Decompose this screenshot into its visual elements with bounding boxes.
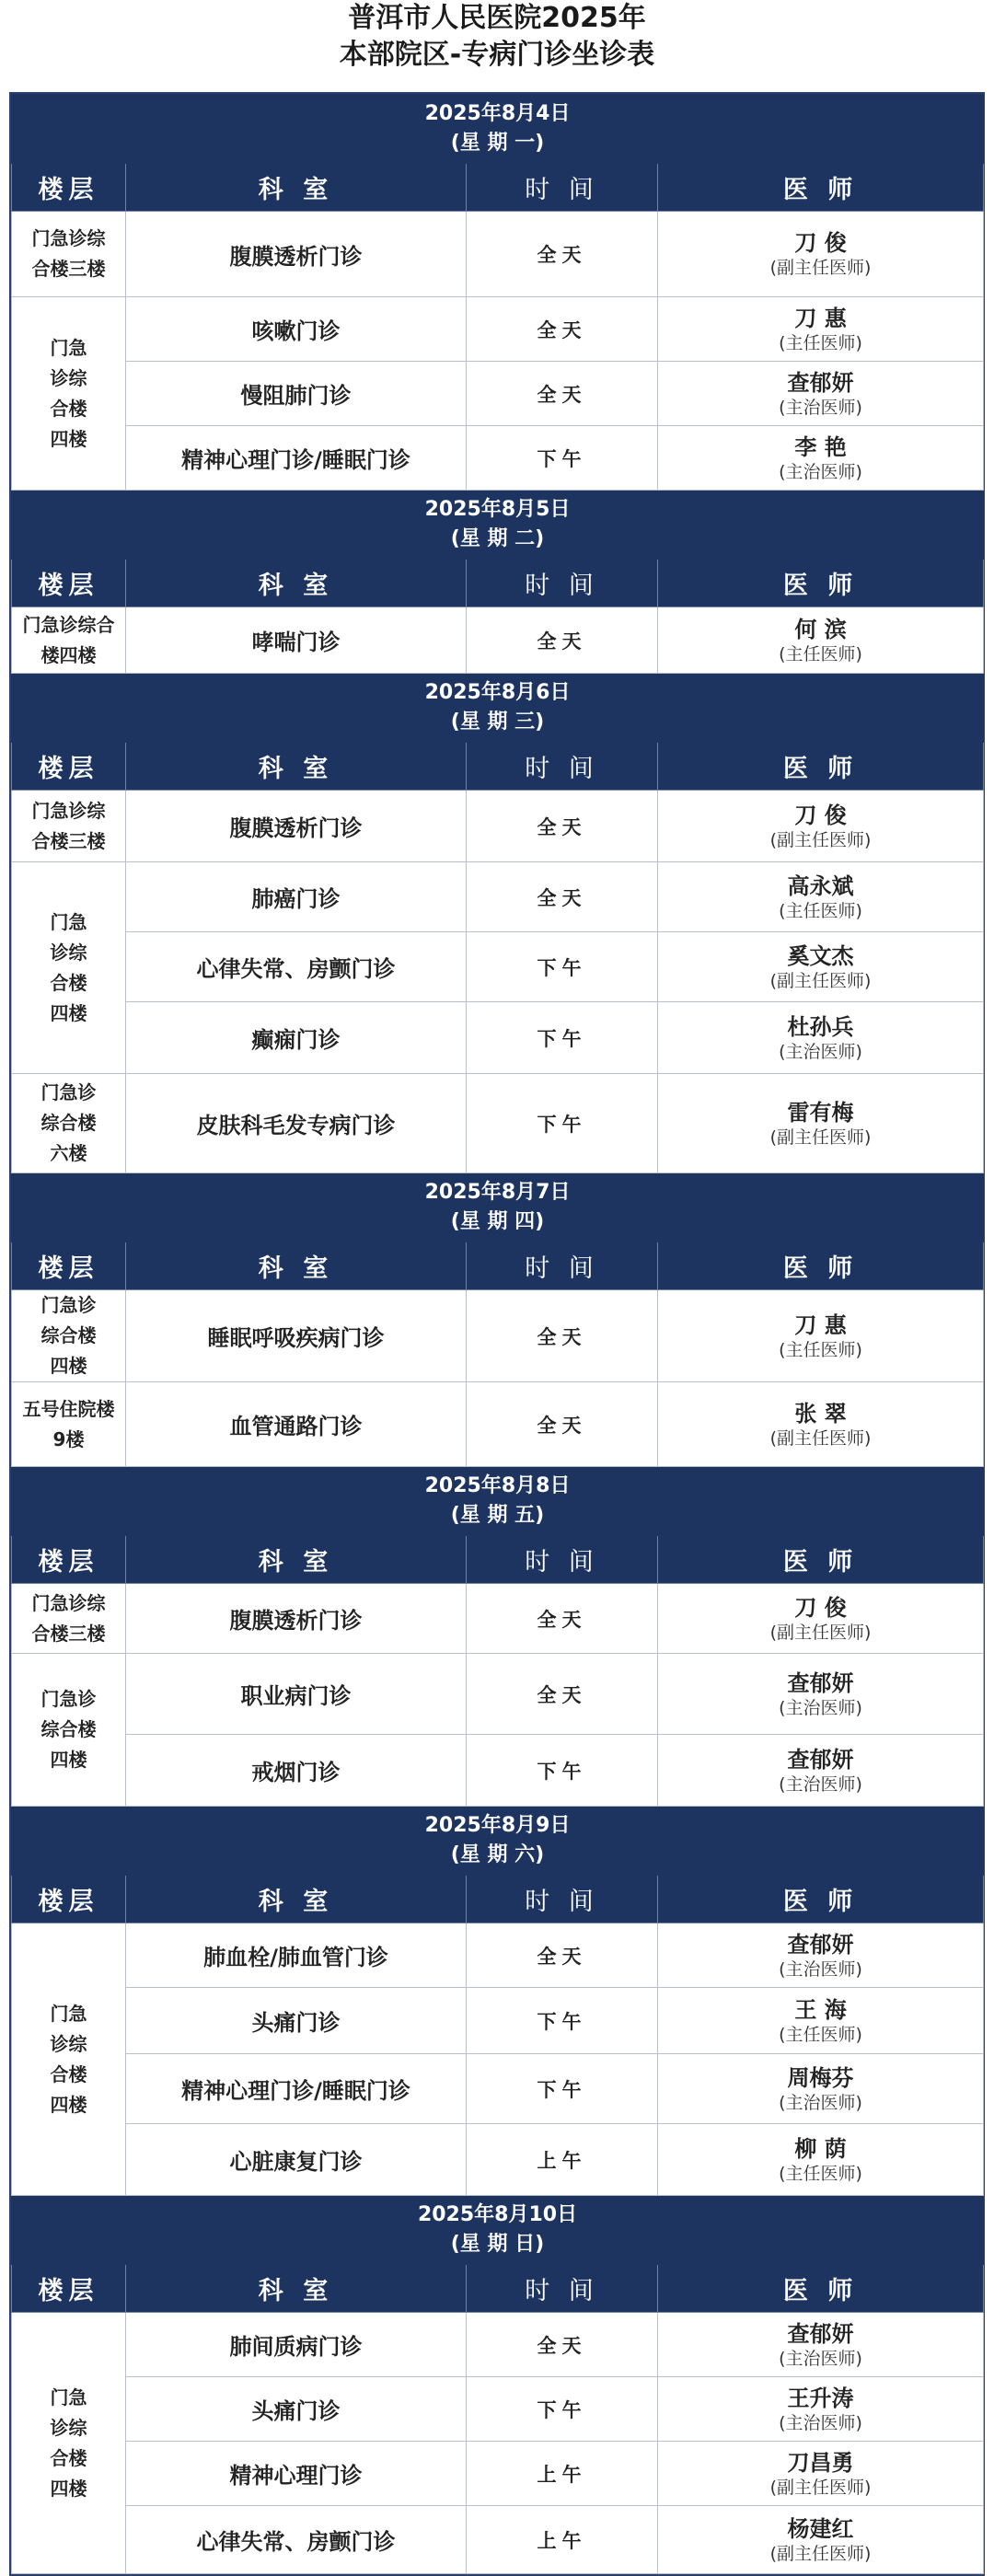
day-date-cell (12, 95, 984, 164)
floor-label: 门急诊综合楼四楼 (40, 1294, 97, 1377)
doctor-name: 刀昌勇 (787, 2449, 854, 2476)
doctor-title: (副主任医师) (769, 1427, 872, 1449)
floor-column-header: 楼层 (12, 560, 126, 607)
time-column-header: 时 间 (467, 1536, 658, 1584)
time-column-header: 时 间 (467, 164, 658, 212)
doctor-title: (主治医师) (779, 2412, 862, 2433)
doctor-title: (副主任医师) (769, 829, 872, 850)
doctor-name: 高永斌 (787, 872, 854, 899)
time-cell: 上午 (467, 2442, 658, 2506)
doctor-cell (658, 1923, 984, 1988)
dept-cell: 肺癌门诊 (126, 862, 467, 932)
floor-column-header: 楼层 (12, 1536, 126, 1584)
doctor-cell (658, 932, 984, 1002)
day-date: 2025年8月4日 (424, 102, 571, 125)
doctor-cell (658, 1290, 984, 1382)
doctor-title: (副主任医师) (769, 1126, 872, 1148)
hospital-title: 普洱市人民医院2025年 (348, 2, 646, 34)
doctor-column-header: 医 师 (658, 1242, 984, 1290)
doctor-cell (658, 297, 984, 362)
floor-cell (12, 1923, 126, 2196)
dept-column-header: 科 室 (126, 1536, 467, 1584)
doctor-name: 刀 惠 (794, 1311, 847, 1338)
time-cell: 下午 (467, 2054, 658, 2124)
table-row (12, 1735, 984, 1807)
doctor-name: 李 艳 (794, 433, 847, 460)
table-row (12, 932, 984, 1002)
table-row (12, 1002, 984, 1074)
doctor-cell (658, 362, 984, 426)
floor-label: 门急诊综合楼四楼 (50, 910, 87, 1024)
floor-column-header: 楼层 (12, 1876, 126, 1923)
schedule-title: 本部院区-专病门诊坐诊表 (339, 39, 655, 71)
day-header (12, 2196, 984, 2265)
doctor-name: 奚文杰 (787, 942, 854, 969)
day-weekday: (星 期 六) (450, 1843, 545, 1866)
table-row (12, 1923, 984, 1988)
table-row (12, 1382, 984, 1467)
doctor-cell (658, 1382, 984, 1467)
time-cell: 全天 (467, 297, 658, 362)
day-header (12, 95, 984, 164)
dept-cell: 心脏康复门诊 (126, 2124, 467, 2196)
time-cell: 全天 (467, 362, 658, 426)
floor-label: 五号住院楼9楼 (22, 1397, 115, 1450)
table-row (12, 362, 984, 426)
day-weekday: (星 期 一) (450, 132, 545, 155)
floor-label: 门急诊综合楼三楼 (31, 227, 106, 280)
column-header-row (12, 1536, 984, 1584)
dept-cell: 心律失常、房颤门诊 (126, 932, 467, 1002)
time-column-header: 时 间 (467, 560, 658, 607)
dept-column-header: 科 室 (126, 560, 467, 607)
doctor-cell (658, 2506, 984, 2574)
day-weekday: (星 期 二) (450, 527, 545, 550)
doctor-title: (主治医师) (779, 2348, 862, 2369)
dept-cell: 肺间质病门诊 (126, 2313, 467, 2377)
doctor-cell (658, 1584, 984, 1654)
floor-column-header: 楼层 (12, 743, 126, 791)
doctor-title: (副主任医师) (769, 1622, 872, 1643)
table-row (12, 1654, 984, 1735)
time-cell: 上午 (467, 2124, 658, 2196)
doctor-name: 刀 俊 (794, 1594, 847, 1621)
doctor-title: (主任医师) (779, 900, 862, 921)
time-cell: 全天 (467, 607, 658, 674)
day-header (12, 1467, 984, 1536)
doctor-name: 查郁妍 (787, 1746, 854, 1773)
doctor-title: (主治医师) (779, 2092, 862, 2113)
dept-cell: 腹膜透析门诊 (126, 1584, 467, 1654)
table-row (12, 791, 984, 862)
table-row (12, 212, 984, 297)
doctor-title: (主任医师) (779, 2024, 862, 2045)
dept-cell: 慢阻肺门诊 (126, 362, 467, 426)
day-date-cell (12, 491, 984, 560)
day-date: 2025年8月9日 (424, 1814, 571, 1837)
floor-label: 门急诊综合楼四楼 (22, 613, 115, 666)
dept-cell: 癫痫门诊 (126, 1002, 467, 1074)
doctor-name: 刀 俊 (794, 802, 847, 828)
column-header-row (12, 2265, 984, 2313)
doctor-column-header: 医 师 (658, 1536, 984, 1584)
dept-cell: 精神心理门诊 (126, 2442, 467, 2506)
time-cell: 全天 (467, 1654, 658, 1735)
floor-cell (12, 1382, 126, 1467)
day-weekday: (星 期 四) (450, 1210, 545, 1233)
day-header (12, 1173, 984, 1242)
doctor-column-header: 医 师 (658, 2265, 984, 2313)
doctor-title: (副主任医师) (769, 970, 872, 991)
time-cell: 下午 (467, 426, 658, 491)
doctor-title: (主任医师) (779, 2163, 862, 2184)
doctor-cell (658, 1074, 984, 1173)
table-row (12, 2377, 984, 2442)
table-row (12, 2442, 984, 2506)
doctor-cell (658, 2313, 984, 2377)
schedule-table (9, 92, 985, 2576)
doctor-cell (658, 2054, 984, 2124)
day-date: 2025年8月8日 (424, 1474, 571, 1497)
floor-column-header: 楼层 (12, 2265, 126, 2313)
doctor-title: (主任医师) (779, 332, 862, 353)
floor-cell (12, 1074, 126, 1173)
floor-cell (12, 212, 126, 297)
floor-label: 门急诊综合楼六楼 (40, 1081, 97, 1164)
dept-cell: 腹膜透析门诊 (126, 791, 467, 862)
time-column-header: 时 间 (467, 743, 658, 791)
time-cell: 全天 (467, 212, 658, 297)
doctor-title: (主治医师) (779, 1773, 862, 1795)
doctor-cell (658, 426, 984, 491)
doctor-cell (658, 862, 984, 932)
table-row (12, 426, 984, 491)
dept-cell: 精神心理门诊/睡眠门诊 (126, 426, 467, 491)
doctor-cell (658, 212, 984, 297)
dept-cell: 头痛门诊 (126, 2377, 467, 2442)
dept-cell: 职业病门诊 (126, 1654, 467, 1735)
dept-cell: 哮喘门诊 (126, 607, 467, 674)
doctor-column-header: 医 师 (658, 743, 984, 791)
day-date-cell (12, 1467, 984, 1536)
dept-cell: 腹膜透析门诊 (126, 212, 467, 297)
floor-cell (12, 1584, 126, 1654)
column-header-row (12, 164, 984, 212)
doctor-name: 何 滨 (794, 616, 847, 642)
doctor-title: (主治医师) (779, 1697, 862, 1718)
dept-cell: 皮肤科毛发专病门诊 (126, 1074, 467, 1173)
doctor-name: 查郁妍 (787, 1669, 854, 1696)
time-cell: 下午 (467, 1002, 658, 1074)
dept-column-header: 科 室 (126, 743, 467, 791)
floor-label: 门急诊综合楼四楼 (50, 336, 87, 450)
doctor-column-header: 医 师 (658, 1876, 984, 1923)
dept-cell: 精神心理门诊/睡眠门诊 (126, 2054, 467, 2124)
doctor-cell (658, 2442, 984, 2506)
time-cell: 全天 (467, 2313, 658, 2377)
table-row (12, 2313, 984, 2377)
floor-column-header: 楼层 (12, 164, 126, 212)
time-cell: 下午 (467, 1735, 658, 1807)
doctor-cell (658, 791, 984, 862)
doctor-name: 查郁妍 (787, 2320, 854, 2347)
time-cell: 下午 (467, 2377, 658, 2442)
time-cell: 全天 (467, 1584, 658, 1654)
dept-cell: 咳嗽门诊 (126, 297, 467, 362)
time-column-header: 时 间 (467, 2265, 658, 2313)
doctor-name: 张 翠 (794, 1400, 847, 1427)
dept-cell: 心律失常、房颤门诊 (126, 2506, 467, 2574)
day-weekday: (星 期 三) (450, 710, 545, 734)
time-cell: 全天 (467, 1382, 658, 1467)
table-row (12, 607, 984, 674)
page-header (0, 0, 994, 92)
doctor-name: 刀 俊 (794, 230, 847, 256)
dept-column-header: 科 室 (126, 164, 467, 212)
doctor-title: (主治医师) (779, 1041, 862, 1062)
day-date: 2025年8月7日 (424, 1181, 571, 1204)
doctor-title: (主治医师) (779, 461, 862, 482)
doctor-name: 雷有梅 (787, 1099, 854, 1126)
doctor-name: 查郁妍 (787, 1931, 854, 1958)
table-row (12, 2124, 984, 2196)
day-date-cell (12, 1807, 984, 1876)
floor-cell (12, 607, 126, 674)
doctor-title: (主任医师) (779, 643, 862, 664)
table-row (12, 1290, 984, 1382)
day-date-cell (12, 2196, 984, 2265)
day-header (12, 674, 984, 743)
dept-cell: 戒烟门诊 (126, 1735, 467, 1807)
day-header (12, 491, 984, 560)
dept-cell: 血管通路门诊 (126, 1382, 467, 1467)
doctor-cell (658, 1735, 984, 1807)
table-row (12, 1074, 984, 1173)
doctor-cell (658, 1002, 984, 1074)
doctor-cell (658, 2124, 984, 2196)
table-row (12, 297, 984, 362)
doctor-name: 周梅芬 (787, 2064, 854, 2091)
day-weekday: (星 期 日) (450, 2233, 545, 2256)
column-header-row (12, 1876, 984, 1923)
doctor-column-header: 医 师 (658, 164, 984, 212)
time-cell: 下午 (467, 932, 658, 1002)
time-cell: 全天 (467, 791, 658, 862)
doctor-title: (主治医师) (779, 397, 862, 418)
doctor-name: 杜孙兵 (787, 1013, 854, 1040)
time-cell: 下午 (467, 1988, 658, 2054)
column-header-row (12, 560, 984, 607)
floor-label: 门急诊综合楼四楼 (50, 2385, 87, 2500)
dept-cell: 睡眠呼吸疾病门诊 (126, 1290, 467, 1382)
time-column-header: 时 间 (467, 1876, 658, 1923)
doctor-cell (658, 2377, 984, 2442)
floor-column-header: 楼层 (12, 1242, 126, 1290)
time-cell: 全天 (467, 1923, 658, 1988)
doctor-title: (主治医师) (779, 1958, 862, 1980)
doctor-title: (副主任医师) (769, 258, 872, 278)
doctor-cell (658, 1988, 984, 2054)
doctor-name: 刀 惠 (794, 305, 847, 331)
floor-label: 门急诊综合楼三楼 (31, 799, 106, 852)
time-cell: 全天 (467, 862, 658, 932)
table-row (12, 1988, 984, 2054)
floor-label: 门急诊综合楼三楼 (31, 1591, 106, 1645)
dept-cell: 头痛门诊 (126, 1988, 467, 2054)
dept-column-header: 科 室 (126, 1242, 467, 1290)
doctor-name: 杨建红 (787, 2515, 854, 2542)
doctor-cell (658, 1654, 984, 1735)
floor-label: 门急诊综合楼四楼 (50, 2002, 87, 2116)
dept-cell: 肺血栓/肺血管门诊 (126, 1923, 467, 1988)
doctor-name: 王升涛 (787, 2385, 854, 2411)
time-cell: 全天 (467, 1290, 658, 1382)
time-column-header: 时 间 (467, 1242, 658, 1290)
floor-label: 门急诊综合楼四楼 (40, 1688, 97, 1771)
table-row (12, 862, 984, 932)
day-header (12, 1807, 984, 1876)
column-header-row (12, 743, 984, 791)
floor-cell (12, 1654, 126, 1807)
doctor-title: (主任医师) (779, 1339, 862, 1360)
day-date-cell (12, 674, 984, 743)
table-row (12, 1584, 984, 1654)
table-row (12, 2054, 984, 2124)
doctor-title: (副主任医师) (769, 2477, 872, 2498)
day-date: 2025年8月5日 (424, 498, 571, 521)
column-header-row (12, 1242, 984, 1290)
day-weekday: (星 期 五) (450, 1504, 545, 1527)
doctor-title: (副主任医师) (769, 2543, 872, 2564)
time-cell: 上午 (467, 2506, 658, 2574)
doctor-name: 柳 荫 (794, 2135, 847, 2162)
time-cell: 下午 (467, 1074, 658, 1173)
table-row (12, 2506, 984, 2574)
floor-cell (12, 862, 126, 1074)
floor-cell (12, 1290, 126, 1382)
floor-cell (12, 2313, 126, 2574)
floor-cell (12, 297, 126, 491)
day-date: 2025年8月6日 (424, 681, 571, 704)
doctor-column-header: 医 师 (658, 560, 984, 607)
dept-column-header: 科 室 (126, 2265, 467, 2313)
doctor-cell (658, 607, 984, 674)
dept-column-header: 科 室 (126, 1876, 467, 1923)
day-date-cell (12, 1173, 984, 1242)
doctor-name: 王 海 (794, 1996, 847, 2023)
day-date: 2025年8月10日 (417, 2203, 578, 2226)
doctor-name: 查郁妍 (787, 369, 854, 396)
floor-cell (12, 791, 126, 862)
schedule-body (12, 95, 984, 2574)
